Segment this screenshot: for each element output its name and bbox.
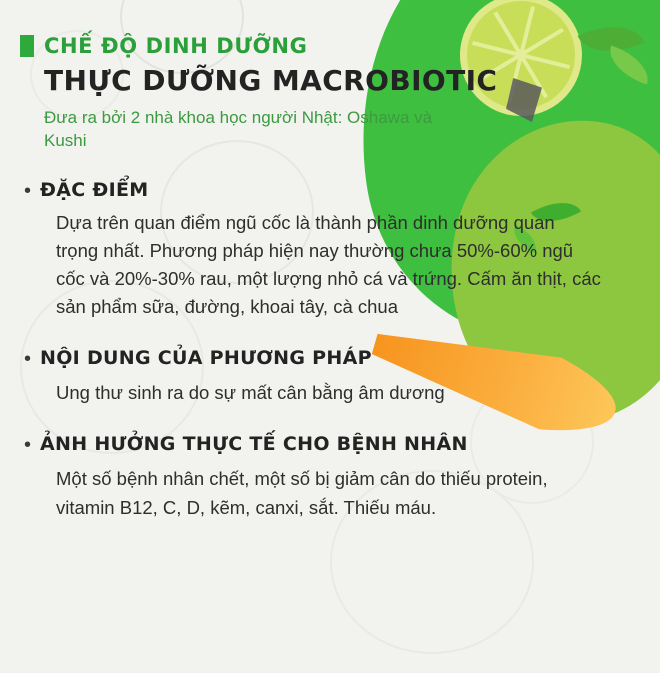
- bullet-icon: •: [24, 179, 32, 202]
- section-body: Một số bệnh nhân chết, một số bị giảm cân do thiếu protein, vitamin B12, C, D, kẽm, canxi, sắt. Thiếu máu.: [56, 468, 548, 518]
- page-title: THỰC DƯỠNG MACROBIOTIC: [44, 64, 498, 97]
- accent-bar: [20, 35, 34, 57]
- section-title: ĐẶC ĐIỂM: [40, 178, 149, 201]
- section-body: Ung thư sinh ra do sự mất cân bằng âm dương: [56, 382, 445, 404]
- section-header: [24, 179, 630, 201]
- section-header: [24, 433, 630, 455]
- bullet-icon: •: [24, 348, 32, 371]
- kicker-text: CHẾ ĐỘ DINH DƯỠNG: [44, 34, 308, 58]
- kicker-row: [20, 34, 630, 58]
- section-title: NỘI DUNG CỦA PHƯƠNG PHÁP: [40, 347, 372, 370]
- bullet-icon: •: [24, 434, 32, 457]
- section-body: Dựa trên quan điểm ngũ cốc là thành phần dinh dưỡng quan trọng nhất. Phương pháp hiện nay thường chưa 50%-60% ngũ cốc và 20%-30% rau, một lượng nhỏ cá và trứng. Cấm ăn thịt, các sản phẩm sữa, đường, khoai tây, cà chua: [56, 211, 601, 318]
- section-anh-huong: [24, 433, 630, 521]
- section-dac-diem: [24, 179, 630, 321]
- page-subtitle: Đưa ra bởi 2 nhà khoa học người Nhật: Oshawa và Kushi: [44, 108, 433, 151]
- section-noi-dung: [24, 347, 630, 407]
- section-title: ẢNH HƯỞNG THỰC TẾ CHO BỆNH NHÂN: [40, 433, 468, 456]
- section-header: [24, 347, 630, 369]
